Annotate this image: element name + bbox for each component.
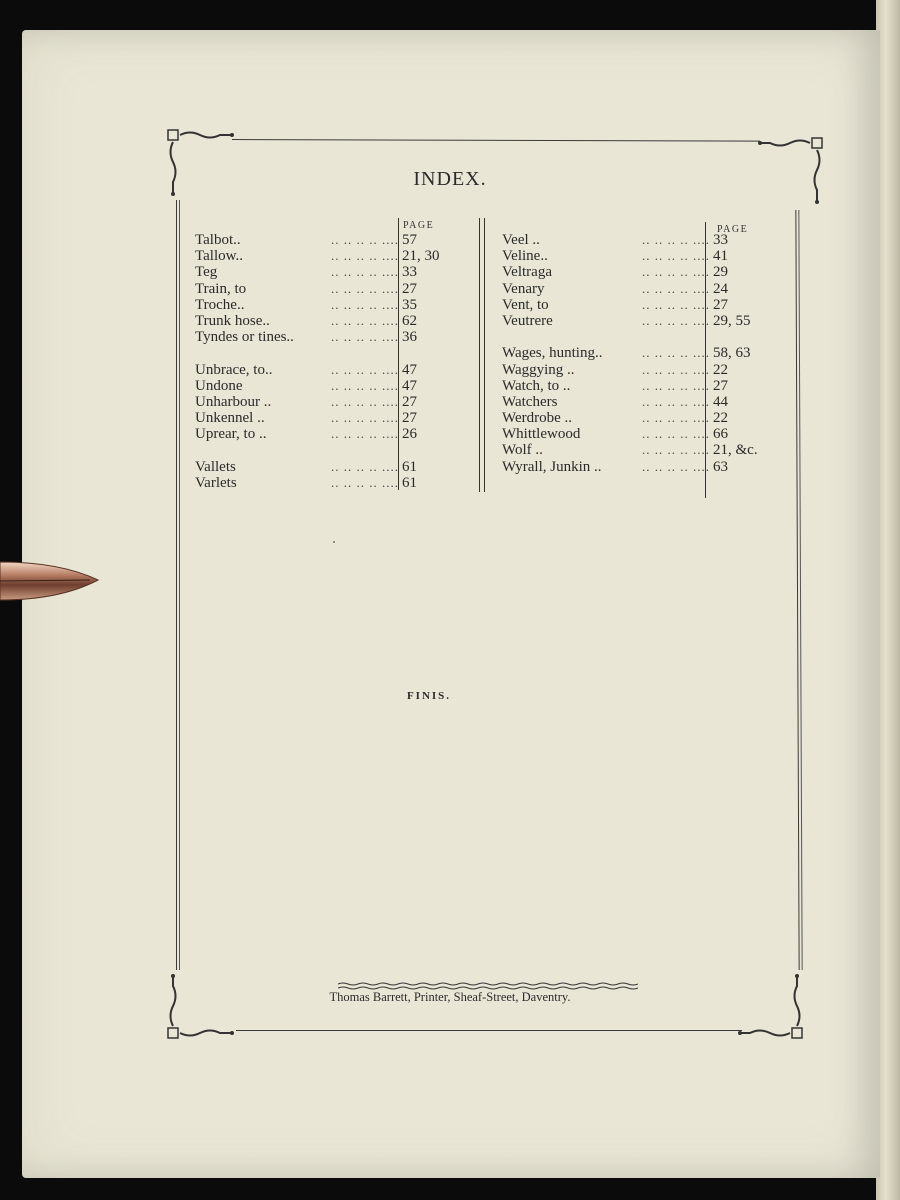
leader-dots: .. .. .. .. ....	[331, 329, 399, 345]
index-entry	[502, 378, 772, 394]
frame-bottom-rule	[236, 1030, 742, 1031]
index-term: Wyrall, Junkin ..	[502, 458, 602, 475]
index-page-number: 27	[402, 280, 417, 297]
leader-dots: .. .. .. .. ....	[642, 264, 710, 280]
index-term: Veutrere	[502, 312, 553, 329]
index-term: Venary	[502, 280, 545, 297]
index-term: Wolf ..	[502, 442, 543, 459]
index-entry	[195, 264, 455, 280]
leader-dots: .. .. .. .. ....	[331, 264, 399, 280]
leader-dots: .. .. .. .. ....	[642, 410, 710, 426]
leader-dots: .. .. .. .. ....	[331, 393, 399, 409]
index-term: Troche..	[195, 296, 245, 313]
leader-dots: .. .. .. .. ....	[642, 426, 710, 442]
index-entry	[502, 313, 772, 329]
index-term: Vallets	[195, 458, 236, 475]
page-title: INDEX.	[413, 168, 487, 190]
index-term: Unkennel ..	[195, 410, 265, 427]
index-term: Talbot..	[195, 232, 241, 248]
paper-speck	[333, 541, 335, 543]
leader-dots: .. .. .. .. ....	[642, 280, 710, 296]
index-entry	[502, 281, 772, 297]
leader-dots: .. .. .. .. ....	[642, 393, 710, 409]
index-term: Uprear, to ..	[195, 426, 267, 443]
index-page-number: 62	[402, 312, 417, 329]
index-page-number: 47	[402, 361, 417, 378]
leader-dots: .. .. .. .. ....	[331, 458, 399, 474]
index-page-number: 27	[402, 393, 417, 410]
index-entry	[195, 329, 455, 345]
index-entry	[502, 442, 772, 458]
right-index-column	[502, 232, 772, 475]
leader-dots: .. .. .. .. ....	[331, 232, 399, 247]
index-term: Veltraga	[502, 264, 552, 281]
leader-dots: .. .. .. .. ....	[331, 312, 399, 328]
index-entry	[195, 313, 455, 329]
frame-left-rule	[176, 200, 177, 970]
index-page-number: 27	[402, 410, 417, 427]
index-entry	[502, 362, 772, 378]
index-term: Veline..	[502, 248, 548, 265]
index-page-number: 66	[713, 426, 728, 443]
leader-dots: .. .. .. .. ....	[642, 232, 710, 247]
index-page-number: 27	[713, 377, 728, 394]
index-entry	[195, 248, 455, 264]
index-page-number: 63	[713, 458, 728, 475]
leader-dots: .. .. .. .. ....	[642, 248, 710, 264]
left-index-column	[195, 232, 455, 491]
wavy-rule	[338, 982, 638, 990]
bookmark-clip	[0, 556, 100, 606]
index-entry	[502, 410, 772, 426]
index-page-number: 57	[402, 232, 417, 248]
printer-imprint: Thomas Barrett, Printer, Sheaf-Street, Daventry.	[329, 990, 571, 1004]
index-entry	[195, 410, 455, 426]
leader-dots: .. .. .. .. ....	[331, 426, 399, 442]
index-term: Trunk hose..	[195, 312, 270, 329]
leader-dots: .. .. .. .. ....	[642, 442, 710, 458]
index-term: Veel ..	[502, 232, 540, 248]
index-page-number: 58, 63	[713, 345, 751, 362]
leader-dots: .. .. .. .. ....	[642, 377, 710, 393]
index-term: Watchers	[502, 393, 558, 410]
index-page-number: 22	[713, 410, 728, 427]
index-entry	[195, 378, 455, 394]
index-entry	[502, 264, 772, 280]
index-entry	[502, 232, 772, 248]
index-entry	[195, 297, 455, 313]
index-page-number: 33	[402, 264, 417, 281]
leader-dots: .. .. .. .. ....	[642, 296, 710, 312]
right-page-heading: PAGE	[717, 224, 749, 235]
index-term: Wages, hunting..	[502, 345, 603, 362]
index-page-number: 41	[713, 248, 728, 265]
index-entry	[195, 281, 455, 297]
index-page-number: 24	[713, 280, 728, 297]
index-term: Tyndes or tines..	[195, 329, 294, 346]
index-entry	[502, 345, 772, 361]
leader-dots: .. .. .. .. ....	[331, 377, 399, 393]
index-term: Undone	[195, 377, 243, 394]
index-page-number: 21, &c.	[713, 442, 758, 459]
index-page-number: 27	[713, 296, 728, 313]
leader-dots: .. .. .. .. ....	[331, 280, 399, 296]
leader-dots: .. .. .. .. ....	[642, 361, 710, 377]
index-entry	[195, 475, 455, 491]
index-term: Werdrobe ..	[502, 410, 573, 427]
index-term: Whittlewood	[502, 426, 581, 443]
index-page-number: 61	[402, 458, 417, 475]
index-term: Train, to	[195, 280, 247, 297]
index-page-number: 47	[402, 377, 417, 394]
leader-dots: .. .. .. .. ....	[331, 474, 399, 490]
index-gap	[195, 345, 455, 361]
index-entry	[502, 459, 772, 475]
index-term: Teg	[195, 264, 218, 281]
index-page-number: 26	[402, 426, 417, 443]
index-term: Tallow..	[195, 248, 243, 265]
index-page-number: 29, 55	[713, 312, 751, 329]
leader-dots: .. .. .. .. ....	[642, 458, 710, 474]
corner-ornament-bottom-left	[166, 972, 236, 1042]
leader-dots: .. .. .. .. ....	[331, 248, 399, 264]
index-page-number: 22	[713, 361, 728, 378]
leader-dots: .. .. .. .. ....	[331, 361, 399, 377]
leader-dots: .. .. .. .. ....	[331, 296, 399, 312]
index-page-number: 33	[713, 232, 728, 248]
index-entry	[502, 248, 772, 264]
index-term: Unbrace, to..	[195, 361, 273, 378]
index-page-number: 21, 30	[402, 248, 440, 265]
index-entry	[502, 297, 772, 313]
index-term: Varlets	[195, 474, 237, 491]
frame-left-rule-inner	[179, 200, 180, 970]
leader-dots: .. .. .. .. ....	[331, 410, 399, 426]
index-entry	[195, 232, 455, 248]
column-divider-2	[484, 218, 485, 492]
index-gap	[502, 329, 772, 345]
leader-dots: .. .. .. .. ....	[642, 345, 710, 361]
index-term: Unharbour ..	[195, 393, 272, 410]
index-term: Vent, to	[502, 296, 549, 313]
index-page-number: 35	[402, 296, 417, 313]
index-entry	[195, 394, 455, 410]
index-term: Watch, to ..	[502, 377, 571, 394]
index-page-number: 61	[402, 474, 417, 491]
index-gap	[195, 442, 455, 458]
index-entry	[195, 426, 455, 442]
corner-ornament-bottom-right	[736, 972, 806, 1042]
index-page-number: 44	[713, 393, 728, 410]
finis-label: FINIS.	[406, 690, 452, 702]
leader-dots: .. .. .. .. ....	[642, 312, 710, 328]
index-page-number: 29	[713, 264, 728, 281]
index-entry	[502, 394, 772, 410]
index-entry	[195, 362, 455, 378]
index-term: Waggying ..	[502, 361, 575, 378]
column-divider-1	[479, 218, 480, 492]
index-page-number: 36	[402, 329, 417, 346]
index-entry	[502, 426, 772, 442]
index-entry	[195, 459, 455, 475]
left-page-heading: PAGE	[403, 220, 435, 231]
